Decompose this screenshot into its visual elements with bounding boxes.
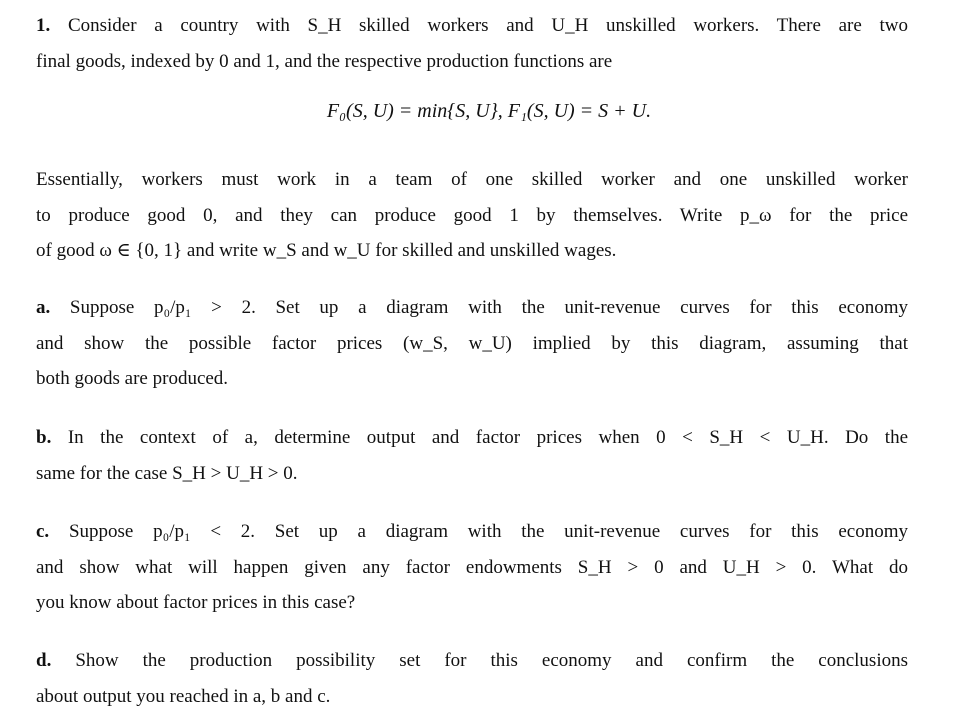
problem-number: 1. [36,15,51,36]
part-b-line-2: same for the case S_H > U_H > 0. [36,462,298,484]
part-a-label: a. [36,297,51,318]
part-a-line-2: and show the possible factor prices (w_S, w_U) implied by this diagram, assuming that [36,332,908,354]
body-line-3: of good ω ∈ {0, 1} and write w_S and w_U for skilled and unskilled wages. [36,240,617,261]
part-c-label: c. [36,521,50,542]
body-line-1: Essentially, workers must work in a team of one skilled worker and one unskilled worker [36,169,908,190]
part-a-line-3: both goods are produced. [36,368,229,389]
part-b-line-1 [36,420,908,456]
part-b [36,420,908,491]
part-a-line-1-text: Suppose p₀/p₁ > 2. Set up a diagram with the unit-revenue curves for this economy [69,297,908,318]
part-c [36,514,908,621]
part-d-label: d. [36,650,52,671]
intro-line-1 [36,8,908,44]
part-a-line-1 [36,290,908,326]
part-c-line-3: you know about factor prices in this case? [36,592,356,613]
part-c-line-2: and show what will happen given any factor endowments S_H > 0 and U_H > 0. What do [36,556,908,578]
part-d-line-1-text: Show the production possibility set for this economy and confirm the conclusions [75,650,908,671]
part-b-line-1-text: In the context of a, determine output and factor prices when 0 < S_H < U_H. Do the [67,427,908,448]
part-d [36,643,908,714]
part-d-line-1 [36,643,908,679]
part-a [36,290,908,397]
part-c-line-1-text: Suppose p₀/p₁ < 2. Set up a diagram with the unit-revenue curves for this economy [68,521,908,542]
problem-body [36,162,908,269]
part-b-label: b. [36,427,52,448]
part-d-line-2: about output you reached in a, b and c. [36,685,331,707]
part-c-line-1 [36,514,908,550]
body-line-2: to produce good 0, and they can produce good 1 by themselves. Write p_ω for the price [36,204,908,226]
intro-line-2: final goods, indexed by 0 and 1, and the respective production functions are [36,50,613,72]
intro-line-1-text: Consider a country with S_H skilled workers and U_H unskilled workers. There are two [67,15,908,36]
production-functions-equation: F₀(S, U) = min{S, U}, F₁(S, U) = S + U. [326,100,652,122]
problem-intro [36,8,908,79]
